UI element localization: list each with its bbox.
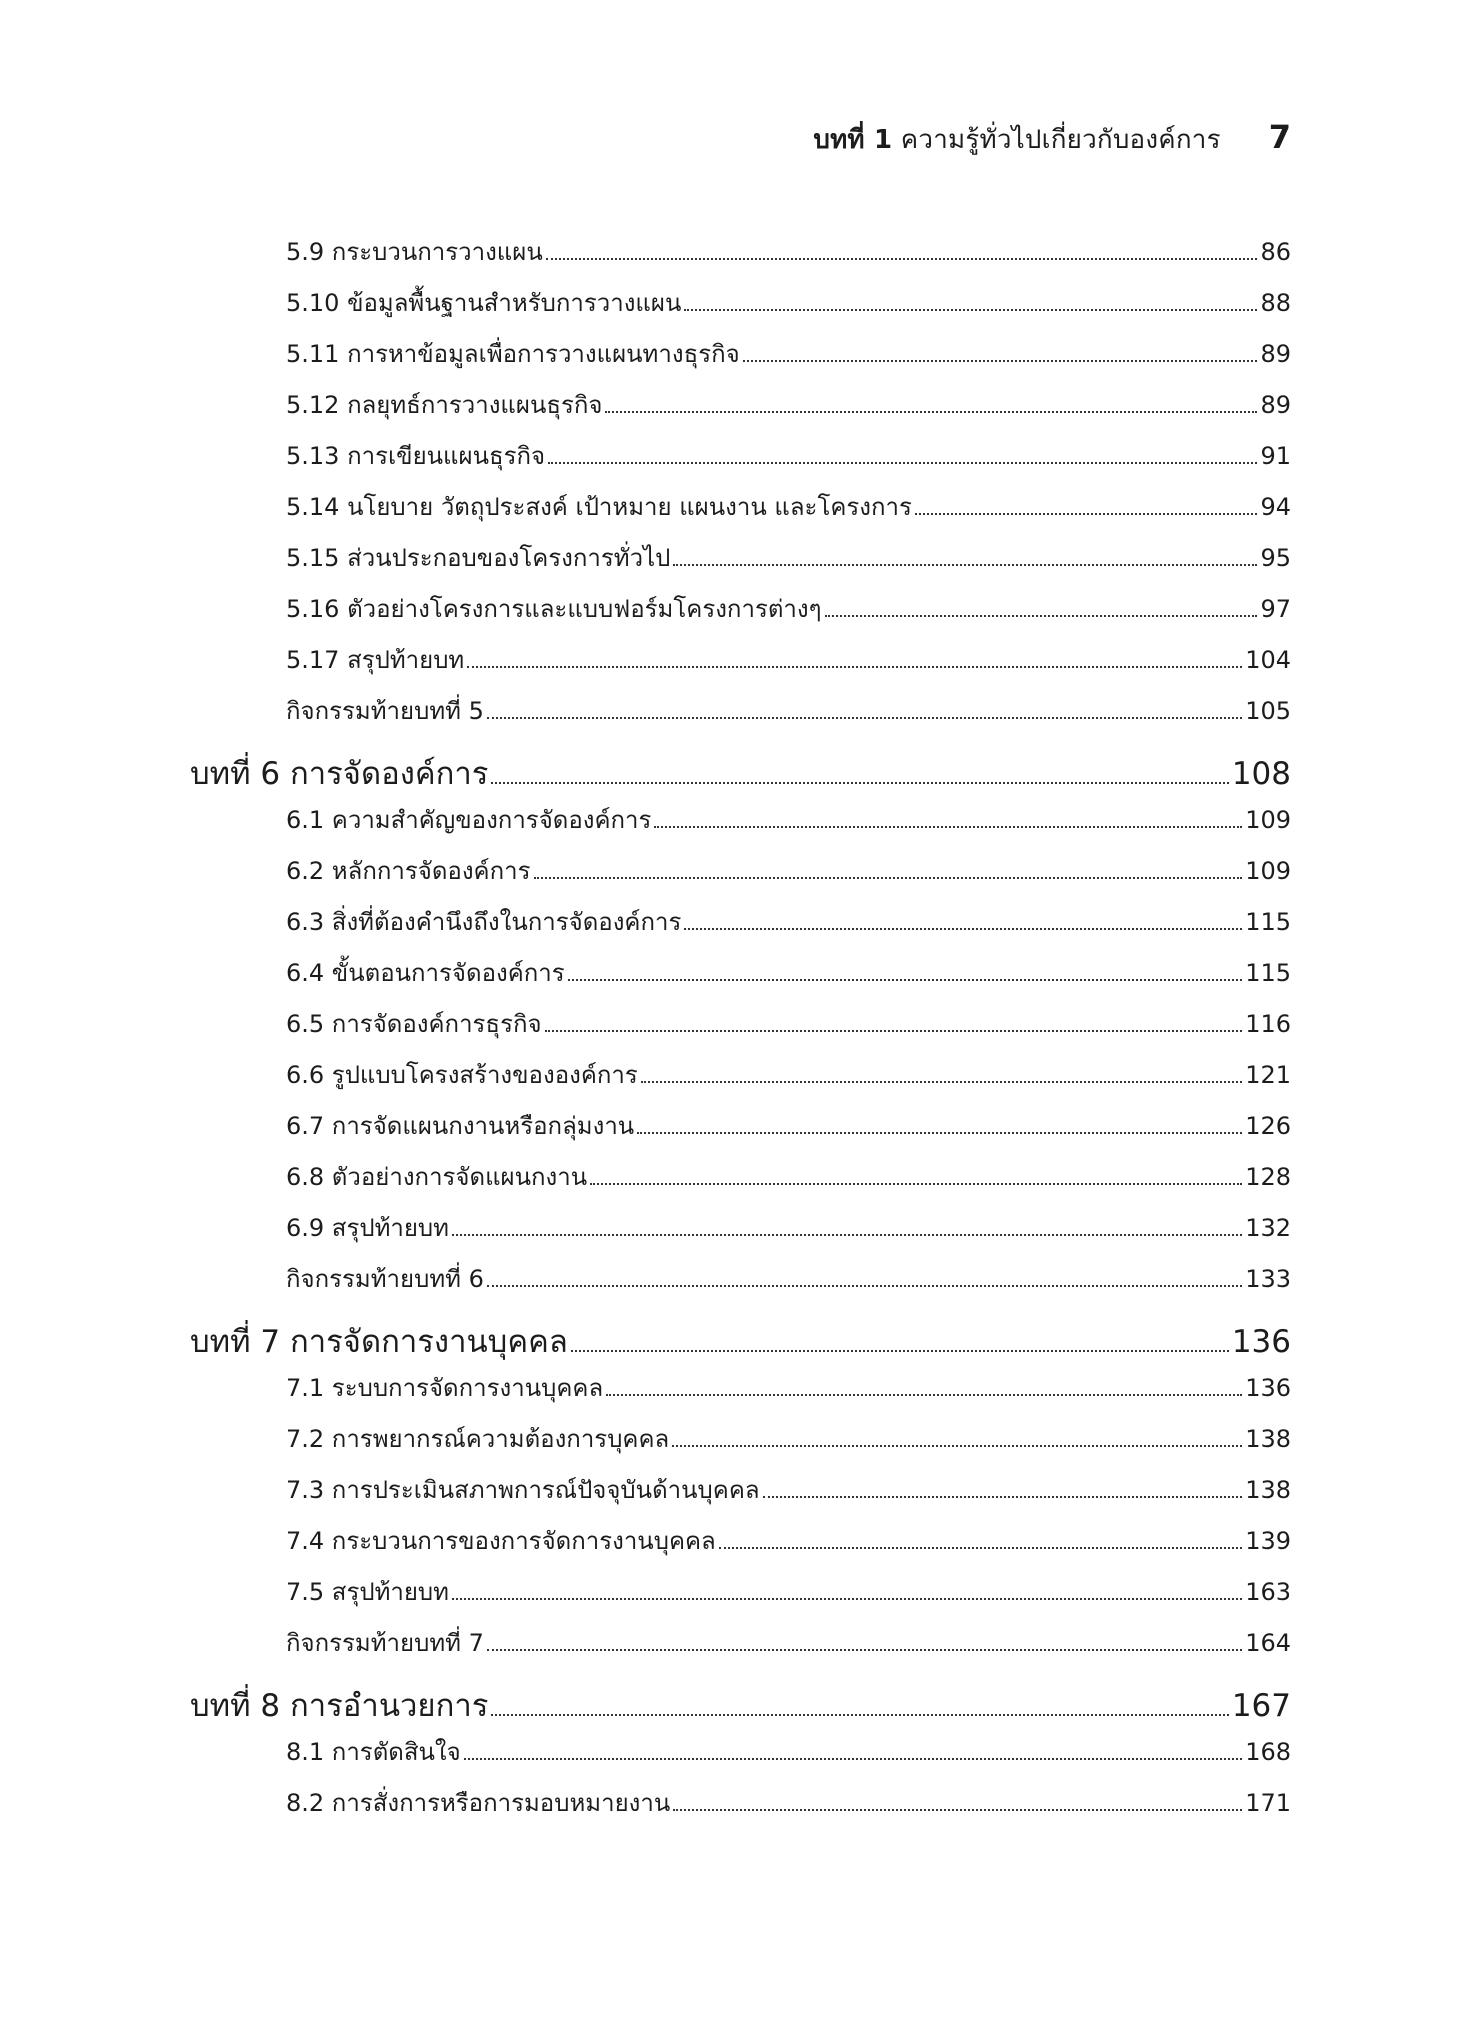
toc-page-number: 104 [1245,646,1291,674]
toc-entry-row [190,385,1291,436]
toc-entry-title: 7.3 การประเมินสภาพการณ์ปัจจุบันด้านบุคคล [286,1476,760,1504]
toc-entry-title: 5.14 นโยบาย วัตถุประสงค์ เป้าหมาย แผนงาน และโครงการ [286,493,912,521]
toc-page-number: 86 [1260,238,1291,266]
toc-entry-title: 6.3 สิ่งที่ต้องคำนึงถึงในการจัดองค์การ [286,908,682,936]
toc-entry-title: 7.2 การพยากรณ์ความต้องการบุคคล [286,1425,670,1453]
header-chapter-label: บทที่ 1 [813,125,893,155]
toc-page-number: 89 [1260,340,1291,368]
dot-leader [719,1547,1242,1549]
toc-entry-row [190,1419,1291,1470]
toc-entry-row [190,691,1291,742]
dot-leader [487,1285,1242,1287]
toc-entry-title: 6.7 การจัดแผนกงานหรือกลุ่มงาน [286,1112,635,1140]
toc-entry-row [190,800,1291,851]
toc-entry-title: บทที่ 6 การจัดองค์การ [190,756,489,792]
dot-leader [452,1234,1242,1236]
toc-entry-title: 7.4 กระบวนการของการจัดการงานบุคคล [286,1527,716,1555]
toc-page-number: 109 [1245,806,1291,834]
dot-leader [641,1081,1242,1083]
dot-leader [546,258,1258,260]
toc-entry-row [190,487,1291,538]
toc-entry-row [190,334,1291,385]
toc-page-number: 115 [1245,959,1291,987]
dot-leader [606,1394,1242,1396]
toc-page-number: 128 [1245,1163,1291,1191]
toc-entry-title: 6.4 ขั้นตอนการจัดองค์การ [286,959,565,987]
dot-leader [487,1649,1242,1651]
toc-entry-title: บทที่ 7 การจัดการงานบุคคล [190,1324,568,1360]
dot-leader [491,782,1228,784]
toc-page-number: 121 [1245,1061,1291,1089]
toc-entry-row [190,1623,1291,1674]
toc-page-number: 115 [1245,908,1291,936]
toc-page-number: 139 [1245,1527,1291,1555]
dot-leader [464,1758,1242,1760]
dot-leader [491,1714,1228,1716]
toc-chapter-row [190,1680,1291,1732]
dot-leader [590,1183,1242,1185]
toc-entry-row [190,1208,1291,1259]
toc-page-number: 164 [1245,1629,1291,1657]
toc-chapter-row [190,748,1291,800]
toc-entry-title: 5.15 ส่วนประกอบของโครงการทั่วไป [286,544,671,572]
toc-page-number: 89 [1260,391,1291,419]
toc-entry-title: 5.12 กลยุทธ์การวางแผนธุรกิจ [286,391,603,419]
toc-entry-row [190,1783,1291,1834]
toc-entry-title: 7.5 สรุปท้ายบท [286,1578,449,1606]
dot-leader [673,564,1257,566]
dot-leader [654,826,1242,828]
toc-page-number: 167 [1231,1688,1291,1724]
toc-page-number: 116 [1245,1010,1291,1038]
toc-page-number: 94 [1260,493,1291,521]
toc-entry-title: กิจกรรมท้ายบทที่ 5 [286,697,484,725]
toc-entry-row [190,1157,1291,1208]
toc-entry-row [190,953,1291,1004]
dot-leader [743,360,1258,362]
toc-entry-row [190,1521,1291,1572]
toc-entry-row [190,1470,1291,1521]
toc-entry-title: 6.9 สรุปท้ายบท [286,1214,449,1242]
dot-leader [452,1598,1242,1600]
toc-page-number: 91 [1260,442,1291,470]
toc-entry-title: 5.10 ข้อมูลพื้นฐานสำหรับการวางแผน [286,289,682,317]
toc-page-number: 95 [1260,544,1291,572]
toc-page-number: 138 [1245,1476,1291,1504]
toc-entry-title: 5.11 การหาข้อมูลเพื่อการวางแผนทางธุรกิจ [286,340,740,368]
toc-entry-row [190,1106,1291,1157]
toc-entry-title: 6.2 หลักการจัดองค์การ [286,857,531,885]
toc-entry-title: 7.1 ระบบการจัดการงานบุคคล [286,1374,604,1402]
dot-leader [684,928,1242,930]
toc-page-number: 108 [1231,756,1291,792]
toc-entry-title: 6.6 รูปแบบโครงสร้างขององค์การ [286,1061,638,1089]
toc-entry-title: 6.1 ความสำคัญของการจัดองค์การ [286,806,652,834]
toc-entry-title: กิจกรรมท้ายบทที่ 7 [286,1629,484,1657]
toc-page-number: 88 [1260,289,1291,317]
dot-leader [637,1132,1242,1134]
toc-entry-row [190,640,1291,691]
toc-entry-row [190,902,1291,953]
toc-page-number: 136 [1245,1374,1291,1402]
dot-leader [548,462,1257,464]
toc-entry-row [190,1004,1291,1055]
dot-leader [545,1030,1243,1032]
toc-page-number: 109 [1245,857,1291,885]
dot-leader [915,513,1258,515]
toc-page-number: 168 [1245,1738,1291,1766]
toc-entry-row [190,538,1291,589]
dot-leader [673,1809,1242,1811]
toc-entry-title: 6.8 ตัวอย่างการจัดแผนกงาน [286,1163,588,1191]
header-page-number: 7 [1268,118,1291,156]
toc-entry-title: 5.17 สรุปท้ายบท [286,646,465,674]
toc-page-number: 126 [1245,1112,1291,1140]
dot-leader [571,1350,1229,1352]
dot-leader [605,411,1257,413]
toc-page-number: 138 [1245,1425,1291,1453]
toc-entry-row [190,1055,1291,1106]
toc-page-number: 132 [1245,1214,1291,1242]
toc-entry-title: กิจกรรมท้ายบทที่ 6 [286,1265,484,1293]
toc-chapter-row [190,1316,1291,1368]
dot-leader [534,877,1243,879]
toc-page-number: 97 [1260,595,1291,623]
table-of-contents [190,232,1291,1834]
toc-entry-title: 5.16 ตัวอย่างโครงการและแบบฟอร์มโครงการต่างๆ [286,595,822,623]
toc-page-number: 133 [1245,1265,1291,1293]
toc-page-number: 163 [1245,1578,1291,1606]
toc-entry-row [190,232,1291,283]
toc-entry-row [190,283,1291,334]
toc-entry-row [190,436,1291,487]
toc-entry-row [190,1732,1291,1783]
toc-entry-title: 8.2 การสั่งการหรือการมอบหมายงาน [286,1789,671,1817]
toc-entry-title: 5.9 กระบวนการวางแผน [286,238,543,266]
dot-leader [825,615,1258,617]
header-chapter-ref [813,119,1220,160]
running-header [813,118,1291,160]
toc-entry-title: 6.5 การจัดองค์การธุรกิจ [286,1010,542,1038]
dot-leader [487,717,1242,719]
toc-page-number: 136 [1231,1324,1291,1360]
dot-leader [672,1445,1242,1447]
toc-entry-row [190,589,1291,640]
toc-entry-title: 8.1 การตัดสินใจ [286,1738,461,1766]
toc-entry-row [190,1259,1291,1310]
dot-leader [467,666,1242,668]
dot-leader [568,979,1243,981]
dot-leader [684,309,1257,311]
toc-entry-title: 5.13 การเขียนแผนธุรกิจ [286,442,546,470]
header-chapter-title: ความรู้ทั่วไปเกี่ยวกับองค์การ [900,125,1221,155]
toc-page-number: 171 [1245,1789,1291,1817]
toc-page-number: 105 [1245,697,1291,725]
toc-entry-row [190,851,1291,902]
toc-entry-row [190,1368,1291,1419]
toc-entry-title: บทที่ 8 การอำนวยการ [190,1688,489,1724]
toc-entry-row [190,1572,1291,1623]
dot-leader [763,1496,1243,1498]
